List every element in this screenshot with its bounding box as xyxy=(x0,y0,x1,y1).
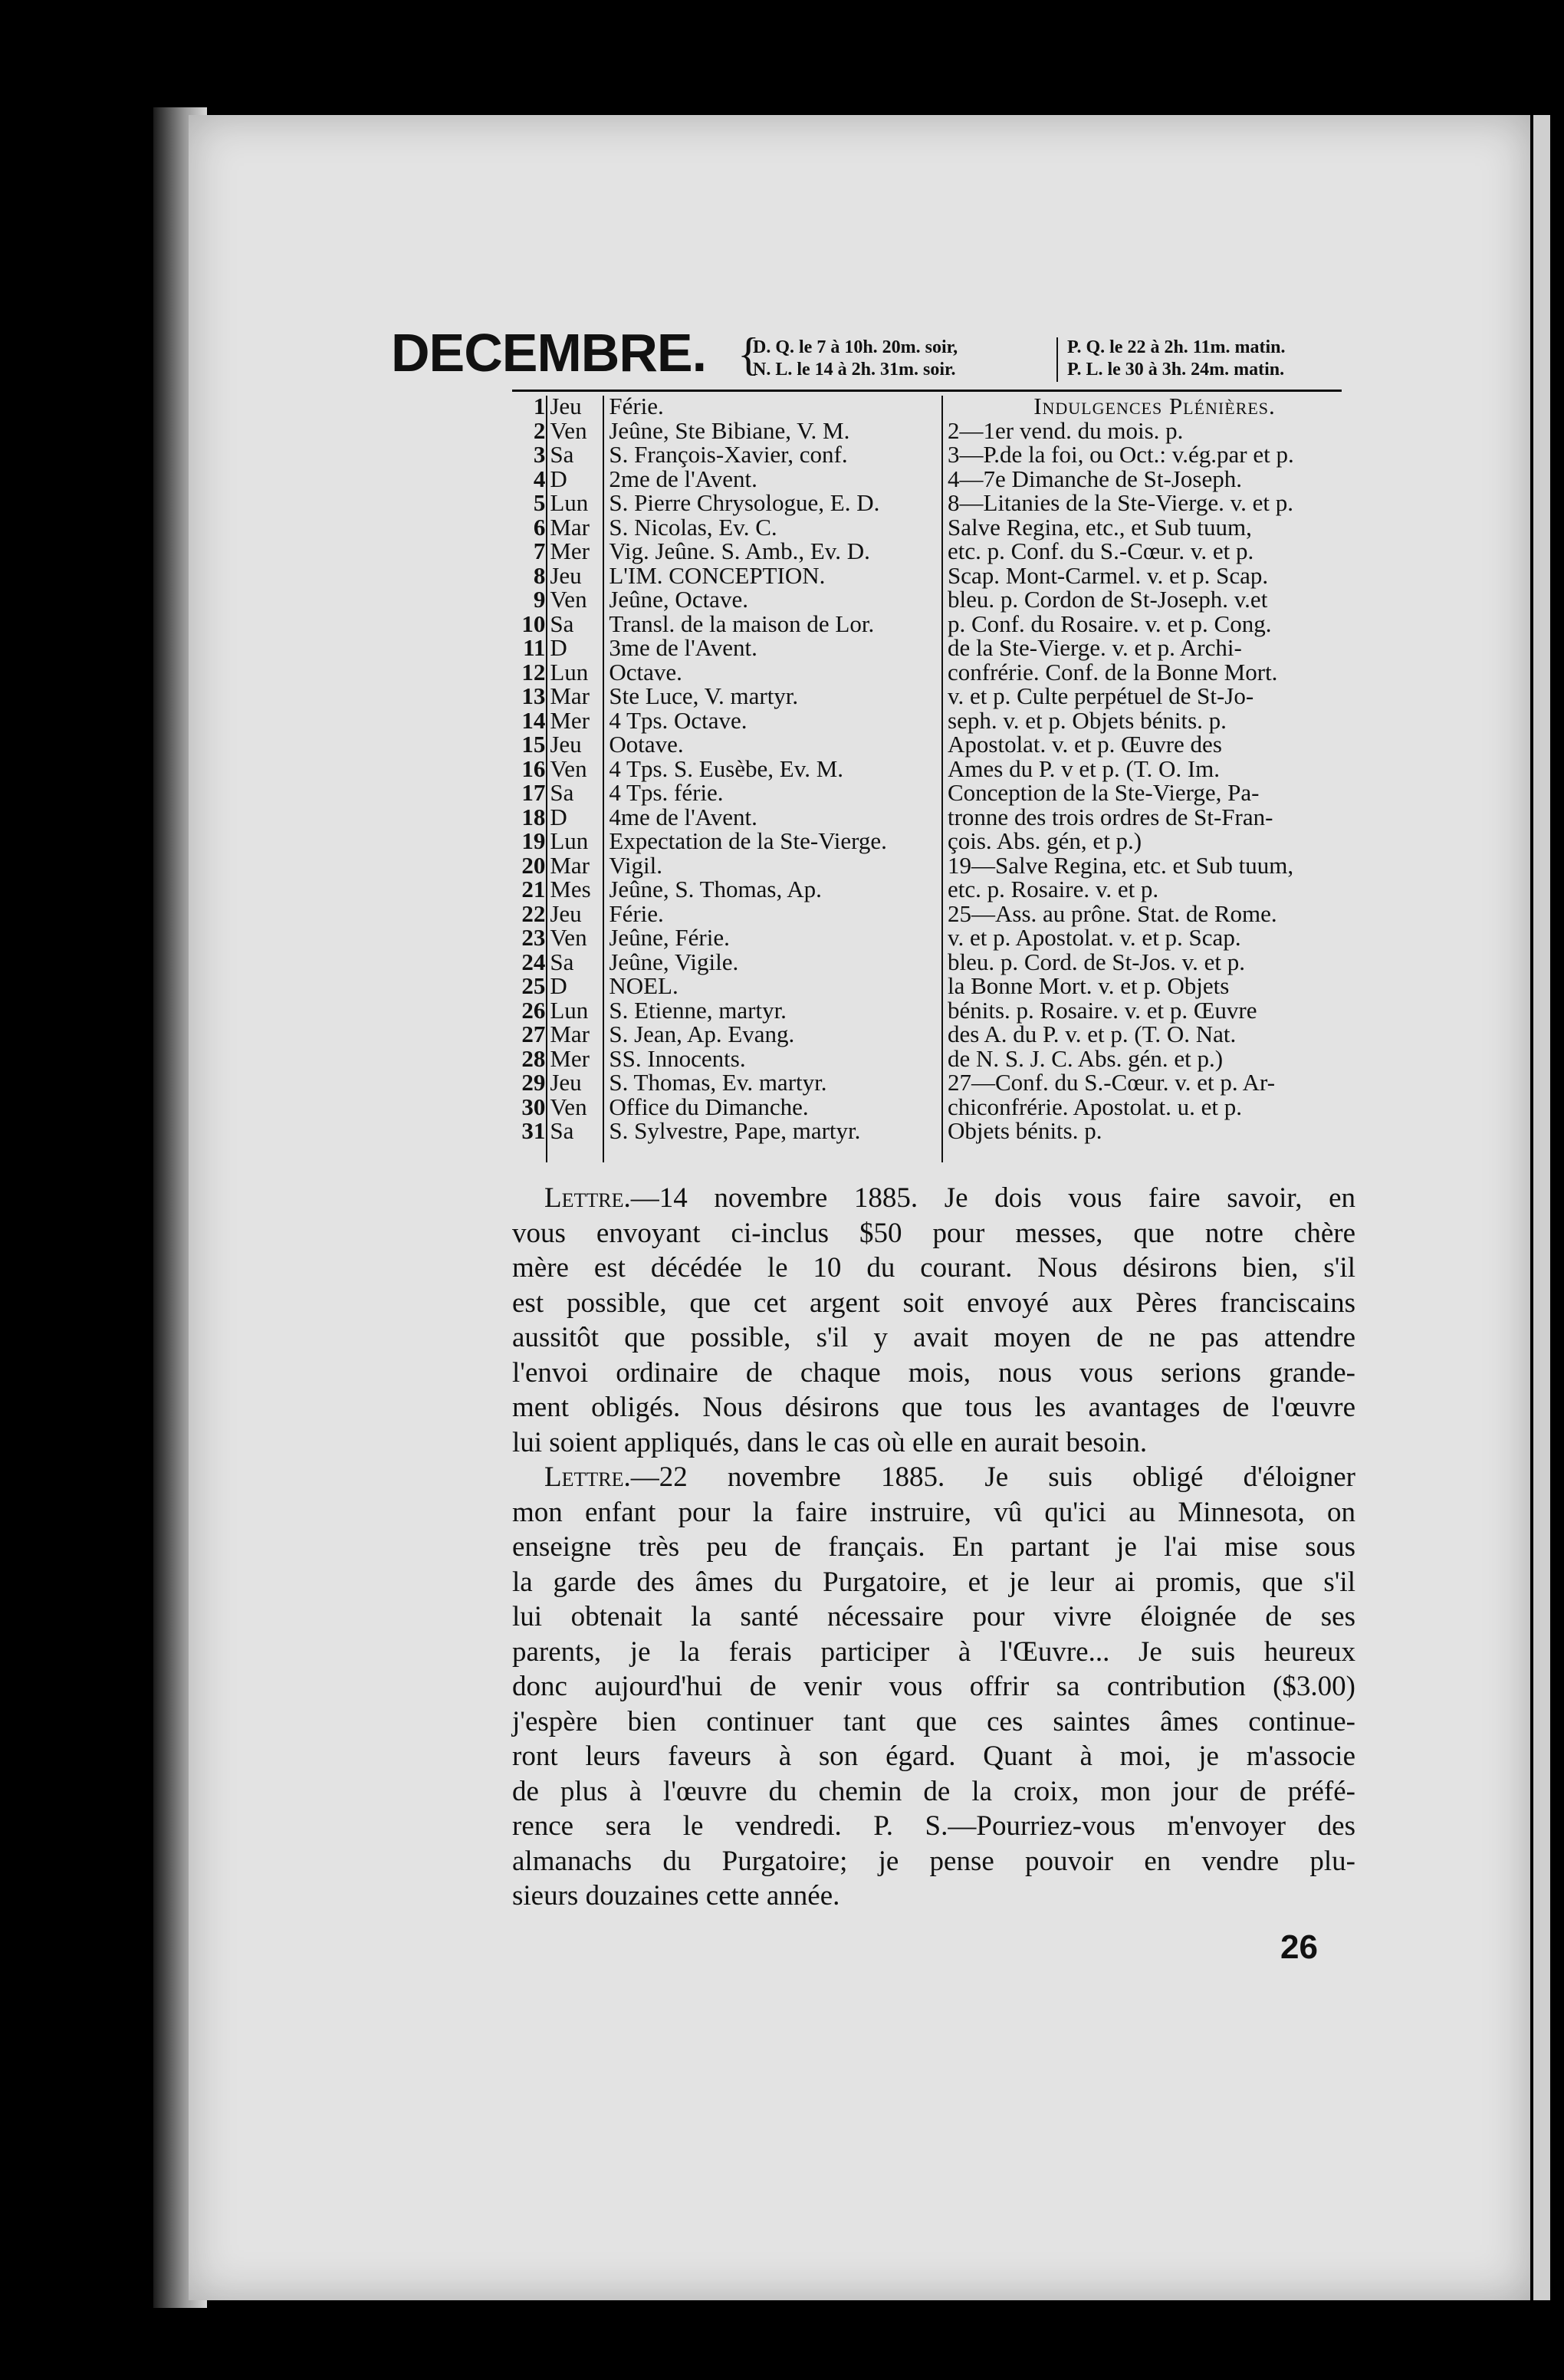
weekday: Lun xyxy=(550,489,589,516)
indulgence-line: des A. du P. v. et p. (T. O. Nat. xyxy=(948,1021,1237,1047)
weekday: Sa xyxy=(550,779,574,806)
letter xyxy=(512,1460,1355,1914)
indulgence-line: la Bonne Mort. v. et p. Objets xyxy=(948,972,1230,999)
indulgence-line: de N. S. J. C. Abs. gén. et p.) xyxy=(948,1044,1224,1072)
calendar-row xyxy=(512,899,941,927)
weekday: Sa xyxy=(550,948,574,975)
calendar-row xyxy=(512,1044,941,1072)
day-number: 7 xyxy=(533,537,546,564)
calendar-row xyxy=(512,998,941,1023)
moon-phase-first-quarter-2: P. Q. le 22 à 2h. 11m. matin. xyxy=(1067,337,1286,357)
calendar-row xyxy=(512,1095,941,1119)
calendar-row xyxy=(512,754,941,782)
day-number: 4 xyxy=(533,465,546,492)
letter-text: mon enfant pour la faire instruire, vû qu'ici au Minnesota, on xyxy=(512,1496,1355,1528)
letter-text: j'espère bien continuer tant que ces saintes âmes continue- xyxy=(512,1705,1355,1737)
day-number: 10 xyxy=(521,610,546,637)
letter-line xyxy=(512,1844,1355,1879)
letters-section xyxy=(512,1181,1355,1914)
day-number: 11 xyxy=(523,634,546,661)
calendar-row xyxy=(512,539,941,564)
calendar-row xyxy=(512,829,941,853)
letter-line xyxy=(512,1669,1355,1704)
feast-name: 4 Tps. S. Eusèbe, Ev. M. xyxy=(609,754,844,782)
letter-line xyxy=(512,1495,1355,1530)
day-number: 14 xyxy=(521,706,546,734)
letter-text: —22 novembre 1885. Je suis obligé d'éloigner xyxy=(630,1461,1355,1493)
weekday: D xyxy=(550,803,567,830)
day-number: 9 xyxy=(533,586,546,613)
weekday: Ven xyxy=(550,416,587,444)
calendar-row xyxy=(512,612,941,636)
feast-name: Jeûne, Férie. xyxy=(609,924,730,951)
indulgence-line: p. Conf. du Rosaire. v. et p. Cong. xyxy=(948,610,1272,637)
weekday: Sa xyxy=(550,610,574,637)
letter-text: ront leurs faveurs à son égard. Quant à moi, je m'associe xyxy=(512,1741,1355,1772)
letter-text: ment obligés. Nous désirons que tous les avantages de l'œuvre xyxy=(512,1392,1355,1423)
indulgence-line: Scap. Mont-Carmel. v. et p. Scap. xyxy=(948,561,1269,589)
feast-name: S. François-Xavier, conf. xyxy=(609,441,848,468)
feast-name: Expectation de la Ste-Vierge. xyxy=(609,827,887,854)
weekday: Mer xyxy=(550,537,590,564)
calendar-row xyxy=(512,974,941,998)
feast-name: Jeûne, Ste Bibiane, V. M. xyxy=(609,416,850,444)
indulgence-line: Objets bénits. p. xyxy=(948,1117,1102,1144)
day-number: 3 xyxy=(533,441,546,468)
day-number: 1 xyxy=(533,393,546,419)
weekday: Lun xyxy=(550,827,589,854)
letter-line xyxy=(512,1774,1355,1810)
letter-text: donc aujourd'hui de venir vous offrir sa contribution ($3.00) xyxy=(512,1671,1355,1702)
feast-name: S. Pierre Chrysologue, E. D. xyxy=(609,489,880,516)
day-number: 20 xyxy=(521,851,546,879)
weekday: Jeu xyxy=(550,561,582,589)
moon-phase-new-moon: N. L. le 14 à 2h. 31m. soir. xyxy=(753,360,956,380)
indulgence-line: 27—Conf. du S.-Cœur. v. et p. Ar- xyxy=(948,1069,1276,1096)
letter-line xyxy=(512,1425,1355,1461)
feast-name: 4me de l'Avent. xyxy=(609,803,757,830)
calendar-row xyxy=(512,660,941,685)
letter-line xyxy=(512,1739,1355,1774)
indulgences-column xyxy=(948,394,1362,1143)
letter-line xyxy=(512,1320,1355,1356)
feast-name: Jeûne, Octave. xyxy=(609,586,748,613)
day-number: 31 xyxy=(521,1117,546,1144)
indulgence-line: v. et p. Apostolat. v. et p. Scap. xyxy=(948,924,1241,951)
day-number: 18 xyxy=(521,803,546,830)
day-number: 26 xyxy=(521,996,546,1024)
day-number: 5 xyxy=(533,489,546,516)
feast-name: Férie. xyxy=(609,899,664,927)
column-divider-feast xyxy=(941,396,943,1162)
letter-text: vous envoyant ci-inclus $50 pour messes, que notre chère xyxy=(512,1217,1355,1249)
weekday: Mar xyxy=(550,682,590,709)
weekday: D xyxy=(550,634,567,661)
calendar-row xyxy=(512,515,941,540)
weekday: Mer xyxy=(550,1044,590,1072)
indulgence-line: de la Ste-Vierge. v. et p. Archi- xyxy=(948,634,1242,661)
letter-text: rence sera le vendredi. P. S.—Pourriez-vous m'envoyer des xyxy=(512,1810,1355,1842)
feast-name: Octave. xyxy=(609,658,682,685)
calendar-row xyxy=(512,877,941,902)
indulgence-line: seph. v. et p. Objets bénits. p. xyxy=(948,706,1227,734)
calendar-row xyxy=(512,950,941,975)
day-number: 13 xyxy=(521,682,546,709)
letter-line xyxy=(512,1879,1355,1914)
indulgence-line: confrérie. Conf. de la Bonne Mort. xyxy=(948,658,1278,685)
feast-name: Transl. de la maison de Lor. xyxy=(609,610,875,637)
feast-name: 4 Tps. Octave. xyxy=(609,706,748,734)
indulgence-line: 4—7e Dimanche de St-Joseph. xyxy=(948,465,1242,492)
letter-text: almanachs du Purgatoire; je pense pouvoir en vendre plu- xyxy=(512,1845,1355,1877)
feast-name: 2me de l'Avent. xyxy=(609,465,757,492)
day-number: 19 xyxy=(521,827,546,854)
letter-line xyxy=(512,1286,1355,1321)
weekday: Ven xyxy=(550,754,587,782)
calendar-row xyxy=(512,587,941,612)
calendar-row xyxy=(512,442,941,467)
letter-line xyxy=(512,1251,1355,1286)
feast-name: Ste Luce, V. martyr. xyxy=(609,682,799,709)
letter-text: sieurs douzaines cette année. xyxy=(512,1880,840,1912)
calendar-row xyxy=(512,684,941,708)
calendar-row xyxy=(512,491,941,515)
indulgence-line: çois. Abs. gén, et p.) xyxy=(948,827,1142,854)
weekday: Ven xyxy=(550,924,587,951)
feast-name: 4 Tps. férie. xyxy=(609,779,724,806)
day-number: 6 xyxy=(533,513,546,541)
weekday: Jeu xyxy=(550,899,582,927)
feast-name: Office du Dimanche. xyxy=(609,1093,809,1120)
indulgence-line: Apostolat. v. et p. Œuvre des xyxy=(948,731,1222,758)
letter-line xyxy=(512,1390,1355,1425)
letter-text: enseigne très peu de français. En partant je l'ai mise sous xyxy=(512,1531,1355,1563)
feast-name: S. Sylvestre, Pape, martyr. xyxy=(609,1117,861,1144)
feast-name: Vig. Jeûne. S. Amb., Ev. D. xyxy=(609,537,870,564)
letter-text: lui obtenait la santé nécessaire pour vivre éloignée de ses xyxy=(512,1601,1355,1632)
indulgence-line: etc. p. Rosaire. v. et p. xyxy=(948,876,1159,902)
letter-text: est possible, que cet argent soit envoyé aux Pères franciscains xyxy=(512,1287,1355,1319)
weekday: Mes xyxy=(550,876,591,902)
day-number: 15 xyxy=(521,731,546,758)
calendar-row xyxy=(512,781,941,805)
day-number: 17 xyxy=(521,779,546,806)
letter-label: Lettre. xyxy=(544,1461,631,1493)
calendar-table xyxy=(512,394,941,1143)
letter-line xyxy=(512,1809,1355,1844)
feast-name: Ootave. xyxy=(609,731,684,758)
weekday: D xyxy=(550,972,567,999)
feast-name: L'IM. CONCEPTION. xyxy=(609,561,826,589)
day-number: 29 xyxy=(521,1069,546,1096)
calendar-row xyxy=(512,925,941,950)
indulgence-line: 19—Salve Regina, etc. et Sub tuum, xyxy=(948,851,1294,879)
letter-line xyxy=(512,1599,1355,1635)
page-edge xyxy=(1533,115,1550,2300)
weekday: Ven xyxy=(550,1093,587,1120)
day-number: 21 xyxy=(521,876,546,902)
weekday: Mar xyxy=(550,513,590,541)
weekday: Sa xyxy=(550,1117,574,1144)
day-number: 25 xyxy=(521,972,546,999)
calendar-row xyxy=(512,853,941,878)
calendar-row xyxy=(512,1119,941,1143)
indulgence-line: etc. p. Conf. du S.-Cœur. v. et p. xyxy=(948,537,1254,564)
month-title: DECEMBRE. xyxy=(391,323,707,383)
letter-text: la garde des âmes du Purgatoire, et je leur ai promis, que s'il xyxy=(512,1566,1355,1598)
page-number: 26 xyxy=(1280,1928,1318,1966)
feast-name: Jeûne, S. Thomas, Ap. xyxy=(609,876,822,902)
calendar-row xyxy=(512,467,941,491)
letter-text: aussitôt que possible, s'il y avait moyen de ne pas attendre xyxy=(512,1322,1355,1353)
calendar-row xyxy=(512,394,941,419)
letter-text: lui soient appliqués, dans le cas où elle en aurait besoin. xyxy=(512,1426,1148,1458)
indulgence-line: chiconfrérie. Apostolat. u. et p. xyxy=(948,1093,1242,1120)
moon-phase-first-quarter: D. Q. le 7 à 10h. 20m. soir, xyxy=(753,337,958,357)
letter-line xyxy=(512,1704,1355,1740)
feast-name: S. Nicolas, Ev. C. xyxy=(609,513,777,541)
feast-name: Férie. xyxy=(609,393,664,419)
weekday: Mar xyxy=(550,1021,590,1047)
letter-line xyxy=(512,1530,1355,1565)
letter-line xyxy=(512,1635,1355,1670)
calendar-row xyxy=(512,732,941,757)
indulgence-line: 8—Litanies de la Ste-Vierge. v. et p. xyxy=(948,489,1293,516)
weekday: Lun xyxy=(550,658,589,685)
day-number: 24 xyxy=(521,948,546,975)
indulgence-line: Salve Regina, etc., et Sub tuum, xyxy=(948,513,1252,541)
phase-divider xyxy=(1056,337,1058,382)
feast-name: S. Etienne, martyr. xyxy=(609,996,787,1024)
calendar-row xyxy=(512,416,941,444)
letter-line xyxy=(512,1356,1355,1391)
feast-name: Vigil. xyxy=(609,851,662,879)
feast-name: Jeûne, Vigile. xyxy=(609,948,739,975)
letter-text: de plus à l'œuvre du chemin de la croix, mon jour de préfé- xyxy=(512,1775,1355,1807)
indulgences-heading: Indulgences Plénières. xyxy=(1033,393,1276,419)
weekday: Jeu xyxy=(550,731,582,758)
indulgence-line: Ames du P. v et p. (T. O. Im. xyxy=(948,754,1221,782)
day-number: 30 xyxy=(521,1093,546,1120)
day-number: 28 xyxy=(521,1044,546,1072)
indulgence-line: 2—1er vend. du mois. p. xyxy=(948,416,1184,444)
feast-name: S. Jean, Ap. Evang. xyxy=(609,1021,795,1047)
calendar-row xyxy=(512,636,941,660)
day-number: 16 xyxy=(521,754,546,782)
feast-name: 3me de l'Avent. xyxy=(609,634,757,661)
header-rule xyxy=(512,390,1342,392)
weekday: Ven xyxy=(550,586,587,613)
weekday: Lun xyxy=(550,996,589,1024)
weekday: Mer xyxy=(550,706,590,734)
calendar-row xyxy=(512,561,941,589)
letter-line xyxy=(512,1565,1355,1600)
day-number: 12 xyxy=(521,658,546,685)
feast-name: NOEL. xyxy=(609,972,678,999)
day-number: 2 xyxy=(533,416,546,444)
weekday: Mar xyxy=(550,851,590,879)
day-number: 8 xyxy=(533,561,546,589)
indulgence-line: bénits. p. Rosaire. v. et p. Œuvre xyxy=(948,996,1257,1024)
phase-brace: { xyxy=(738,329,760,380)
letter-line xyxy=(512,1216,1355,1251)
weekday: D xyxy=(550,465,567,492)
letter-text: parents, je la ferais participer à l'Œuvre... Je suis heureux xyxy=(512,1635,1355,1668)
letter xyxy=(512,1181,1355,1460)
weekday: Jeu xyxy=(550,1069,582,1096)
moon-phase-full-moon: P. L. le 30 à 3h. 24m. matin. xyxy=(1067,360,1285,380)
calendar-row xyxy=(512,1070,941,1095)
feast-name: SS. Innocents. xyxy=(609,1044,746,1072)
letter-text: —14 novembre 1885. Je dois vous faire savoir, en xyxy=(630,1182,1355,1214)
calendar-row xyxy=(512,708,941,733)
weekday: Jeu xyxy=(550,393,582,419)
day-number: 27 xyxy=(521,1021,546,1047)
letter-label: Lettre. xyxy=(544,1182,631,1214)
letter-text: mère est décédée le 10 du courant. Nous désirons bien, s'il xyxy=(512,1252,1355,1284)
indulgence-line: tronne des trois ordres de St-Fran- xyxy=(948,803,1273,830)
calendar-row xyxy=(512,805,941,830)
letter-text: l'envoi ordinaire de chaque mois, nous vous serions grande- xyxy=(512,1356,1355,1389)
indulgence-line: 3—P.de la foi, ou Oct.: v.ég.par et p. xyxy=(948,441,1294,468)
indulgence-line: v. et p. Culte perpétuel de St-Jo- xyxy=(948,682,1254,709)
indulgence-line: bleu. p. Cord. de St-Jos. v. et p. xyxy=(948,948,1246,975)
calendar-row xyxy=(512,1022,941,1047)
feast-name: S. Thomas, Ev. martyr. xyxy=(609,1069,827,1096)
indulgence-line: 25—Ass. au prône. Stat. de Rome. xyxy=(948,899,1277,927)
letter-line xyxy=(512,1181,1355,1216)
indulgence-line: bleu. p. Cordon de St-Joseph. v.et xyxy=(948,586,1268,613)
day-number: 22 xyxy=(521,899,546,927)
letter-line xyxy=(512,1460,1355,1495)
day-number: 23 xyxy=(521,924,546,951)
indulgence-line: Conception de la Ste-Vierge, Pa- xyxy=(948,779,1260,806)
weekday: Sa xyxy=(550,441,574,468)
